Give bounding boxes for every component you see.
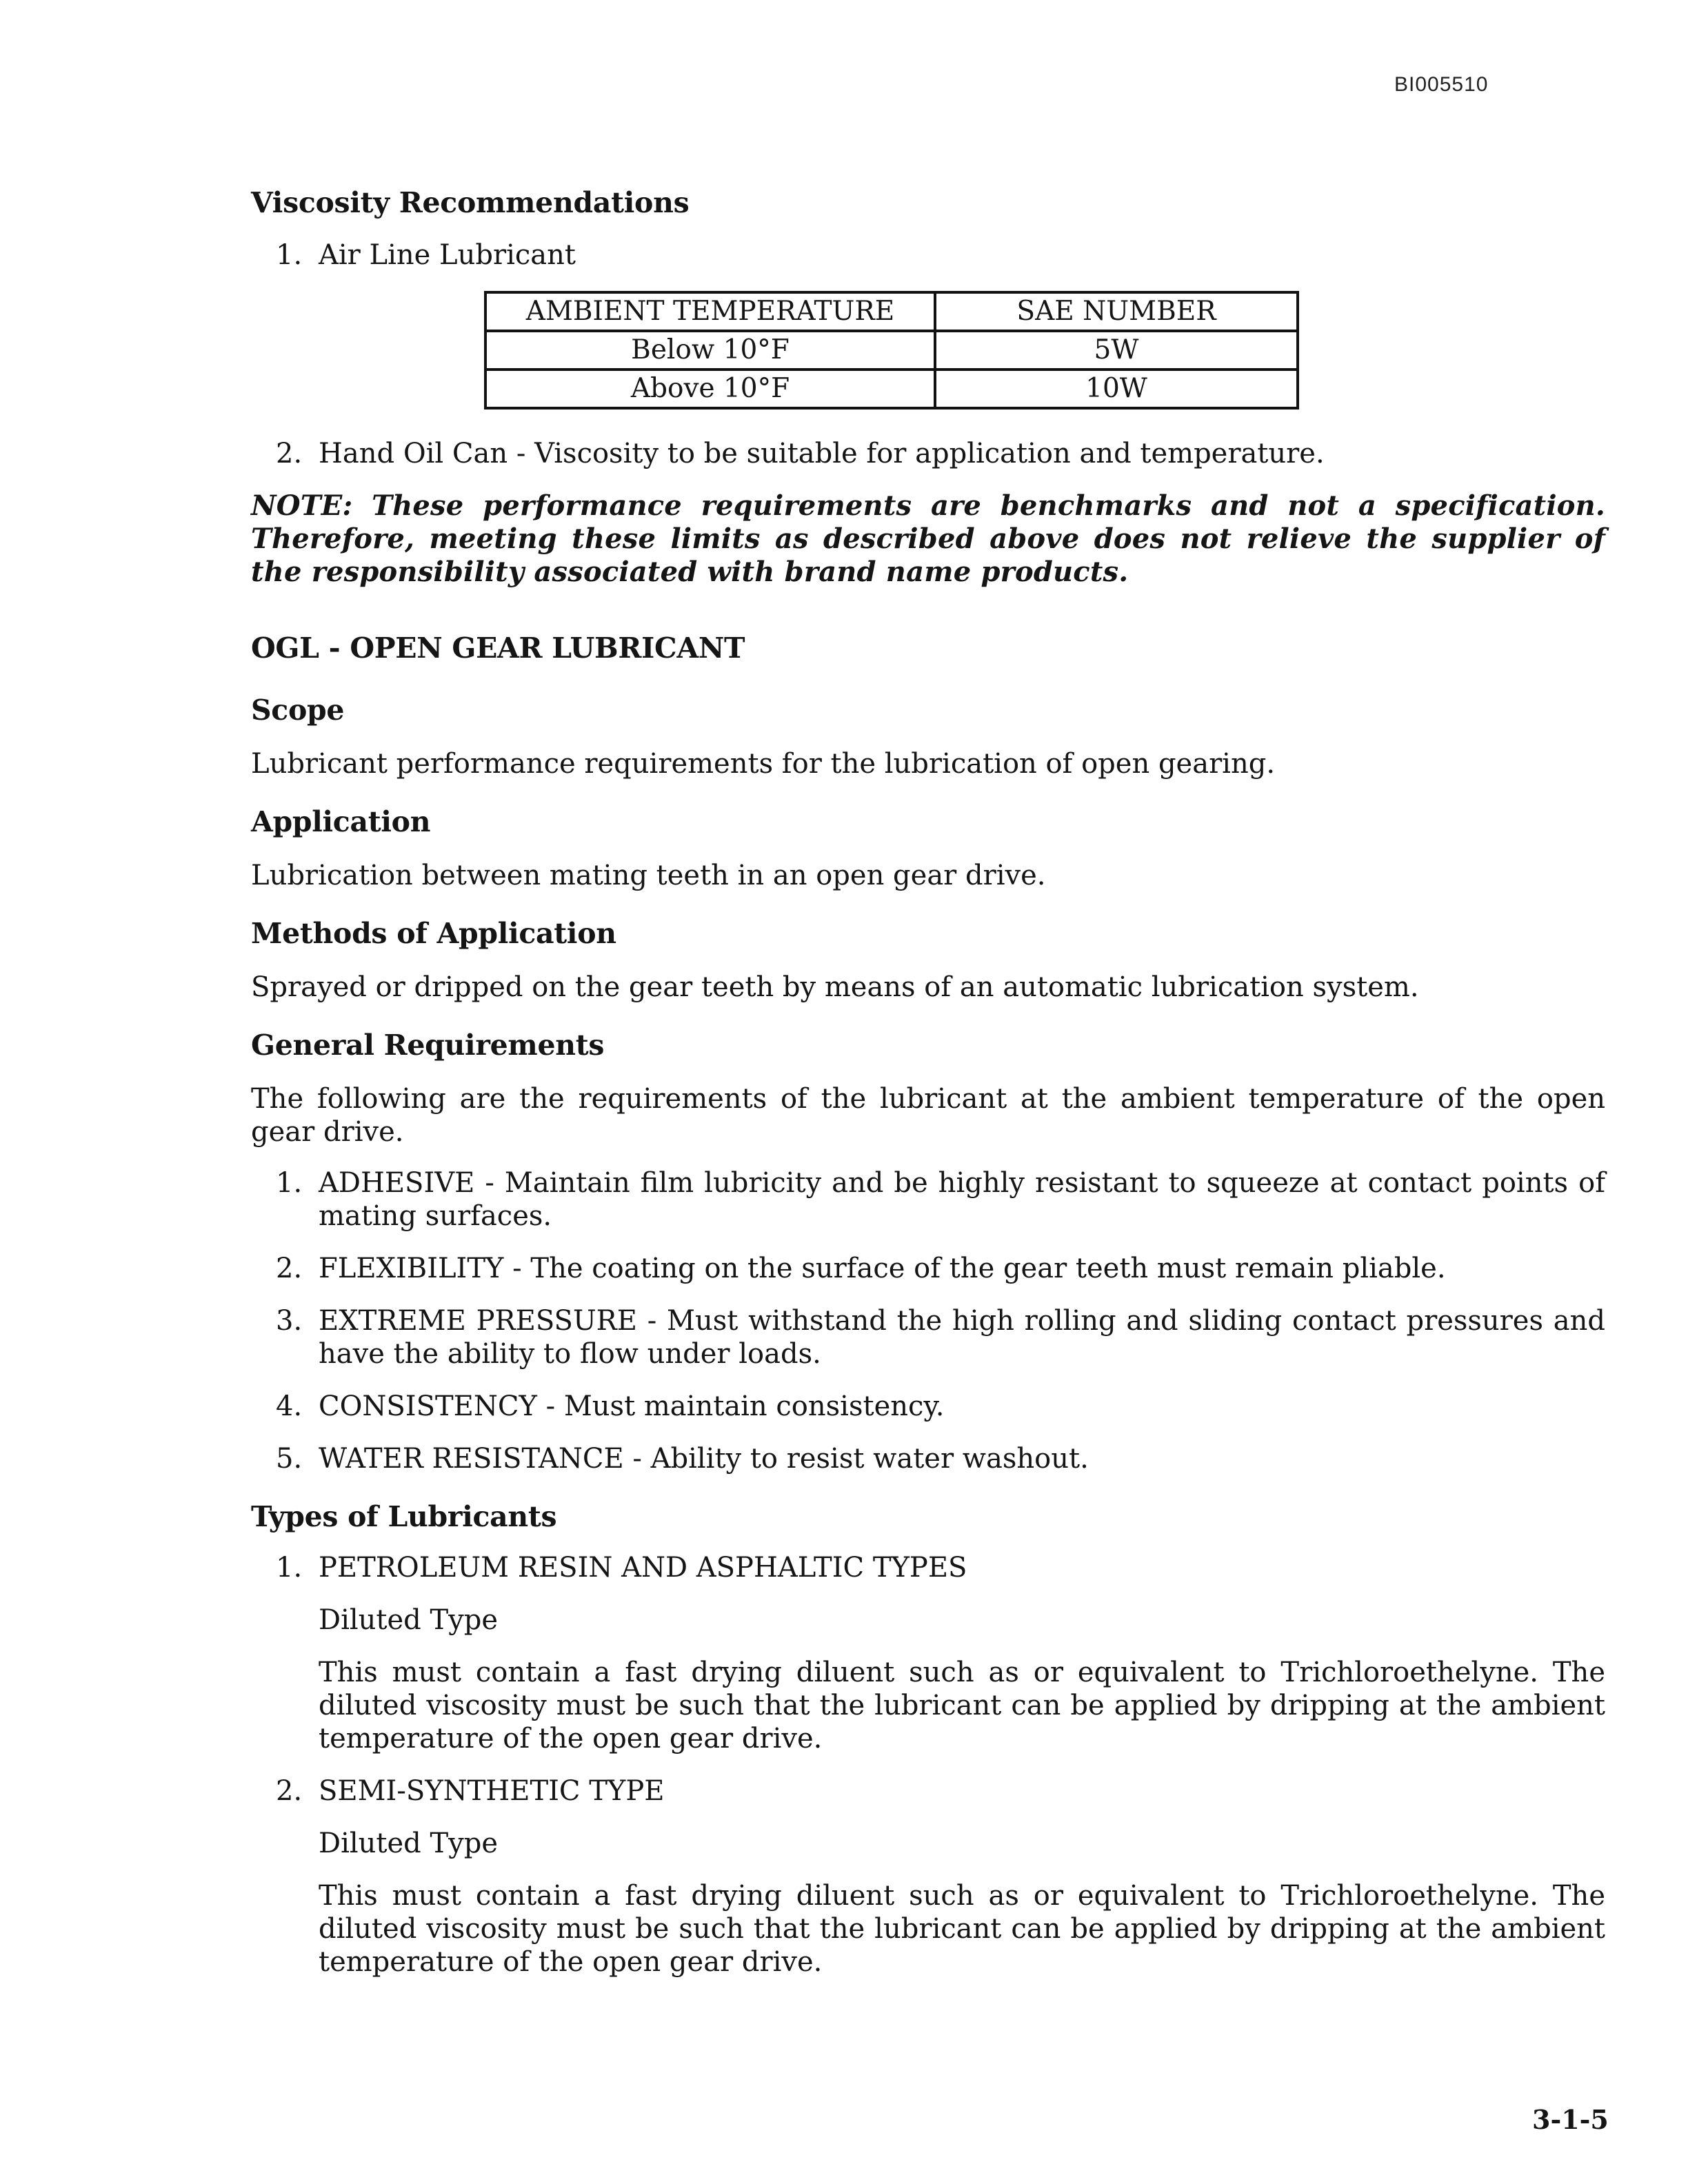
list-number: 1.: [276, 1167, 303, 1199]
application-heading: Application: [251, 805, 431, 838]
type-2-subtype: Diluted Type: [319, 1828, 499, 1859]
general-requirements-text: The following are the requirements of the lubricant at the ambient temperature of the open gear drive.: [251, 1083, 1605, 1148]
list-item: [276, 1252, 1605, 1285]
page-number: 3-1-5: [1532, 2104, 1609, 2135]
scope-heading: Scope: [251, 694, 345, 727]
scope-text: Lubricant performance requirements for the lubrication of open gearing.: [251, 748, 1276, 780]
viscosity-item-1: [276, 239, 1605, 272]
list-number: 2.: [276, 1253, 303, 1284]
list-text: CONSISTENCY - Must maintain consistency.: [319, 1391, 945, 1422]
list-item: [276, 1166, 1605, 1233]
list-text: PETROLEUM RESIN AND ASPHALTIC TYPES: [319, 1552, 967, 1584]
list-item: [276, 1442, 1605, 1475]
list-number: 4.: [276, 1391, 303, 1422]
types-heading: Types of Lubricants: [251, 1500, 557, 1533]
type-1-subtype: Diluted Type: [319, 1604, 499, 1636]
list-text: SEMI-SYNTHETIC TYPE: [319, 1775, 665, 1807]
list-item: [276, 1390, 1605, 1423]
list-number: 5.: [276, 1443, 303, 1475]
type-1-description: This must contain a fast drying diluent such as or equivalent to Trichloroethelyne. The diluted viscosity must be such that the lubricant can be applied by dripping at the ambient temperature of the open gear drive.: [319, 1657, 1605, 1755]
list-text: Hand Oil Can - Viscosity to be suitable for application and temperature.: [319, 438, 1325, 469]
table-cell: 5W: [935, 331, 1298, 370]
requirements-list: [251, 1166, 1605, 1475]
page-content: [251, 186, 1605, 1979]
methods-heading: Methods of Application: [251, 917, 616, 950]
list-text: FLEXIBILITY - The coating on the surface of the gear teeth must remain pliable.: [319, 1253, 1446, 1284]
list-text: WATER RESISTANCE - Ability to resist water washout.: [319, 1443, 1089, 1475]
type-item-1: [276, 1551, 1605, 1584]
viscosity-item-2: [276, 437, 1605, 470]
document-id: BI005510: [1394, 73, 1489, 96]
list-item: [276, 1304, 1605, 1371]
list-number: 1.: [276, 1552, 303, 1584]
table-header-ambient-temperature: AMBIENT TEMPERATURE: [485, 292, 935, 331]
general-requirements-heading: General Requirements: [251, 1029, 605, 1062]
type-item-2: [276, 1775, 1605, 1808]
table-header-row: [485, 292, 1298, 331]
table-row: [485, 370, 1298, 408]
table-cell: 10W: [935, 370, 1298, 408]
list-number: 3.: [276, 1305, 303, 1337]
list-number: 1.: [276, 239, 303, 271]
table-cell: Below 10°F: [485, 331, 935, 370]
note-paragraph: NOTE: These performance requirements are benchmarks and not a specification. Therefore, meeting these limits as described above does not relieve the supplier of the responsibility associated with brand name products.: [251, 489, 1605, 588]
viscosity-heading: Viscosity Recommendations: [251, 186, 690, 219]
table-header-sae-number: SAE NUMBER: [935, 292, 1298, 331]
ogl-title: OGL - OPEN GEAR LUBRICANT: [251, 631, 745, 665]
type-2-description: This must contain a fast drying diluent such as or equivalent to Trichloroethelyne. The diluted viscosity must be such that the lubricant can be applied by dripping at the ambient temperature of the open gear drive.: [319, 1880, 1605, 1978]
viscosity-table: [484, 291, 1299, 410]
list-number: 2.: [276, 1775, 303, 1807]
list-number: 2.: [276, 438, 303, 469]
list-text: EXTREME PRESSURE - Must withstand the high rolling and sliding contact pressures and have the ability to flow under loads.: [319, 1305, 1605, 1370]
table-row: [485, 331, 1298, 370]
table-cell: Above 10°F: [485, 370, 935, 408]
list-text: Air Line Lubricant: [319, 239, 576, 271]
list-text: ADHESIVE - Maintain film lubricity and be highly resistant to squeeze at contact points of mating surfaces.: [319, 1167, 1605, 1232]
methods-text: Sprayed or dripped on the gear teeth by means of an automatic lubrication system.: [251, 971, 1419, 1003]
application-text: Lubrication between mating teeth in an open gear drive.: [251, 860, 1046, 891]
